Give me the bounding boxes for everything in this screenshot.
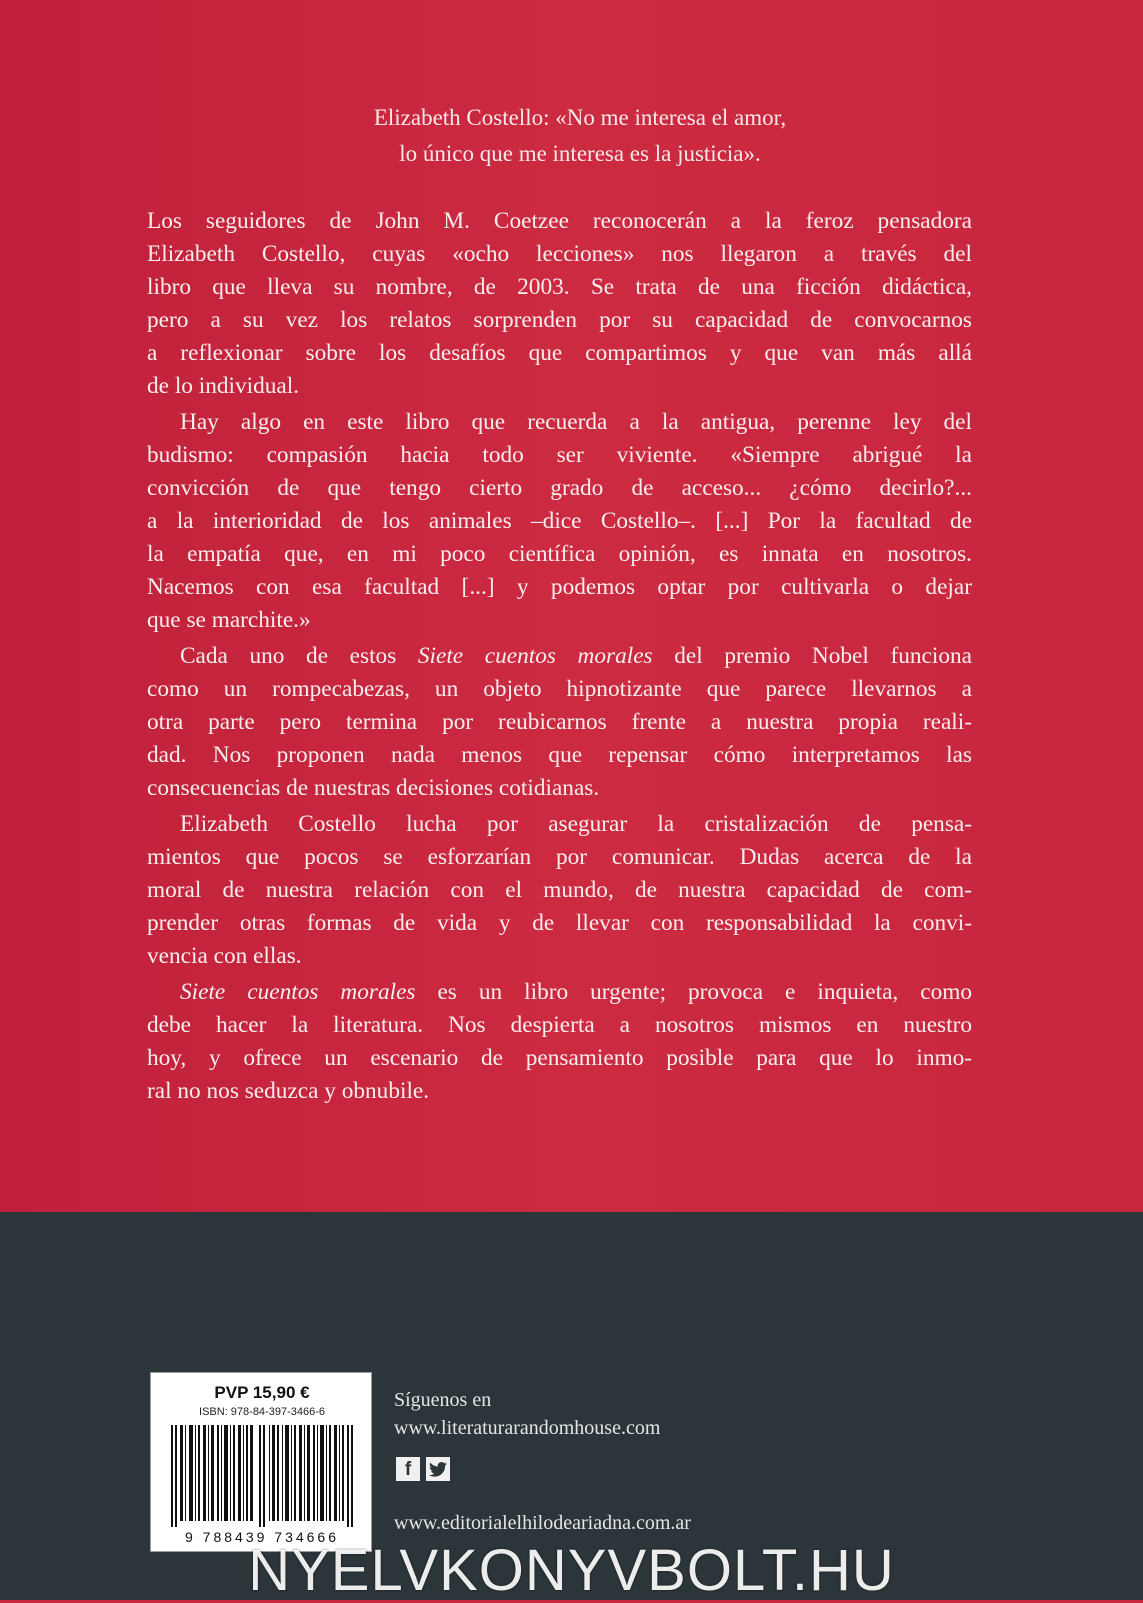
synopsis [147,205,972,1108]
text-line: debe hacer la literatura. Nos despierta a nosotros mismos en nuestro [147,1012,972,1038]
text-line: Los seguidores de John M. Coetzee reconocerán a la feroz pensadora [147,208,972,234]
text-line: Hay algo en este libro que recuerda a la antigua, perenne ley del [180,409,972,435]
text-line: dad. Nos proponen nada menos que repensar cómo interpretamos las [147,742,972,768]
follow-label: Síguenos en [394,1389,492,1411]
website-link[interactable]: www.editorialelhilodeariadna.com.ar [394,1512,691,1534]
barcode-label [150,1372,372,1552]
text-line: consecuencias de nuestras decisiones cotidianas. [147,775,600,801]
barcode-digits: 9 788439 734666 [185,1529,339,1545]
text-line: ral no nos seduzca y obnubile. [147,1078,430,1104]
text-line: como un rompecabezas, un objeto hipnotizante que parece llevarnos a [147,676,972,702]
facebook-icon[interactable]: f [396,1457,420,1481]
website-link[interactable]: www.literaturarandomhouse.com [394,1417,661,1439]
epigraph-line: lo único que me interesa es la justicia». [399,141,761,166]
text-line: Elizabeth Costello, cuyas «ocho lecciones» nos llegaron a través del [147,241,972,267]
text-line: mientos que pocos se esforzarían por comunicar. Dudas acerca de la [147,844,972,870]
text-line: a la interioridad de los animales –dice Costello–. [...] Por la facultad de [147,508,972,534]
text-line: pero a su vez los relatos sorprenden por su capacidad de convocarnos [147,307,972,333]
text-line: prender otras formas de vida y de llevar con responsabilidad la convi- [147,910,972,936]
text-line: budismo: compasión hacia todo ser viviente. «Siempre abrigué la [147,442,972,468]
text-line: Nacemos con esa facultad [...] y podemos optar por cultivarla o dejar [147,574,972,600]
text-line: hoy, y ofrece un escenario de pensamiento posible para que lo inmo- [147,1045,972,1071]
epigraph [150,100,1010,172]
text-line: vencia con ellas. [147,943,302,969]
text-line: la empatía que, en mi poco científica opinión, es innata en nosotros. [147,541,972,567]
watermark: NYELVKONYVBOLT.HU [248,1538,895,1603]
text-run: Cada uno de estos [180,643,418,669]
social-icons [396,1457,450,1481]
text-line: libro que lleva su nombre, de 2003. Se trata de una ficción didáctica, [147,274,972,300]
follow-block [394,1386,660,1442]
text-line: de lo individual. [147,373,300,399]
text-run: es un libro urgente; provoca e inquieta, como [415,979,972,1005]
text-line: a reflexionar sobre los desafíos que compartimos y que van más allá [147,340,972,366]
text-line: Elizabeth Costello lucha por asegurar la cristalización de pensa- [180,811,972,837]
text-line: que se marchite.» [147,607,311,633]
book-title: Siete cuentos morales [180,979,416,1005]
text-line: convicción de que tengo cierto grado de acceso... ¿cómo decirlo?... [147,475,972,501]
barcode-bars [171,1425,353,1527]
isbn: ISBN: 978-84-397-3466-6 [199,1406,325,1418]
text-line [147,976,972,1009]
epigraph-line: Elizabeth Costello: «No me interesa el amor, [373,105,787,130]
price: PVP 15,90 € [214,1383,310,1402]
text-line: otra parte pero termina por reubicarnos frente a nuestra propia reali- [147,709,972,735]
text-line: moral de nuestra relación con el mundo, de nuestra capacidad de com- [147,877,972,903]
text-line [147,640,972,673]
book-title: Siete cuentos morales [417,643,653,669]
twitter-icon[interactable] [426,1457,450,1481]
text-run: del premio Nobel funciona [652,643,972,669]
